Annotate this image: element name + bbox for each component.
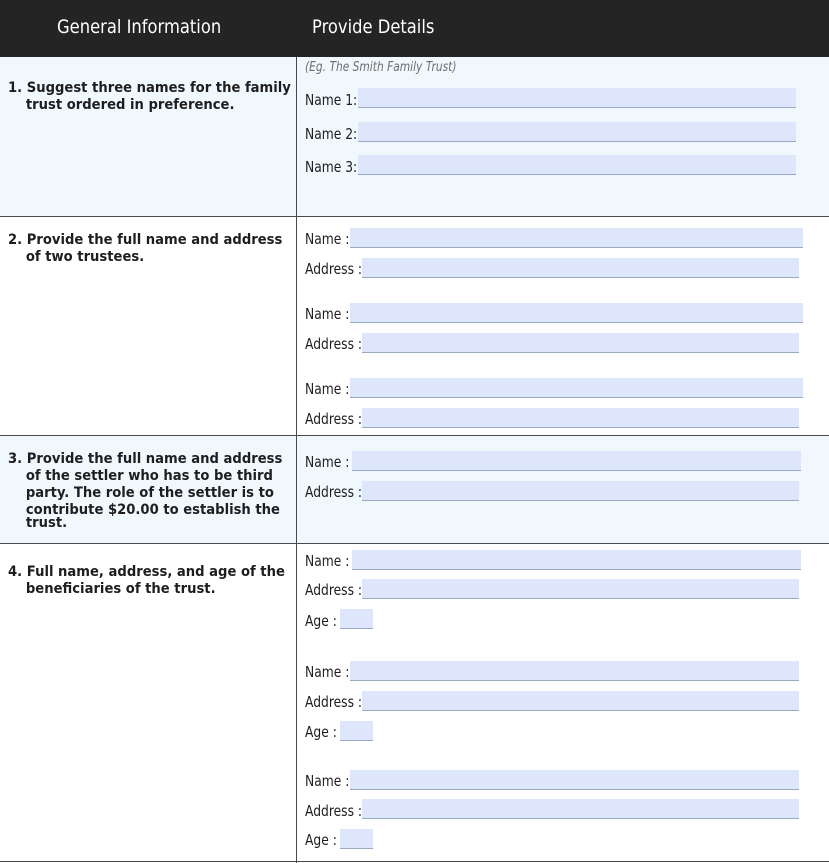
question-text: trust ordered in preference. [25, 97, 235, 113]
question-text: Full name, address, and age of the [26, 564, 285, 580]
trustee-1-address-field[interactable] [362, 258, 799, 278]
trustee-3-name-field[interactable] [350, 378, 803, 398]
beneficiary-1-age-field[interactable] [340, 609, 373, 629]
name-2-label: Name 2: [305, 125, 358, 143]
beneficiary-address-label: Address : [305, 693, 363, 711]
trustee-name-label: Name : [305, 305, 350, 323]
beneficiary-name-label: Name : [305, 552, 350, 570]
column-divider [296, 57, 297, 863]
question-text: trust. [25, 515, 68, 531]
question-text: beneficiaries of the trust. [25, 581, 216, 597]
beneficiary-2-age-field[interactable] [340, 721, 373, 741]
question-text: Provide the full name and address [26, 232, 283, 248]
settler-name-label: Name : [305, 453, 350, 471]
question-text: of the settler who has to be third [25, 468, 273, 484]
beneficiary-3-address-field[interactable] [362, 799, 799, 819]
settler-address-field[interactable] [362, 481, 799, 501]
beneficiary-1-address-field[interactable] [362, 579, 799, 599]
provide-details-heading: Provide Details [312, 16, 435, 38]
name-2-field[interactable] [358, 122, 796, 142]
trustee-2-address-field[interactable] [362, 333, 799, 353]
question-2 [8, 232, 282, 266]
beneficiary-address-label: Address : [305, 802, 363, 820]
beneficiary-3-name-field[interactable] [350, 770, 799, 790]
question-text: party. The role of the settler is to [25, 485, 274, 501]
beneficiary-2-address-field[interactable] [362, 691, 799, 711]
question-4 [8, 564, 285, 598]
beneficiary-2-name-field[interactable] [350, 661, 799, 681]
row-divider [0, 216, 829, 217]
beneficiary-3-age-field[interactable] [340, 829, 373, 849]
beneficiary-age-label: Age : [305, 723, 337, 741]
question-number: 2. [8, 232, 23, 248]
trustee-address-label: Address : [305, 260, 363, 278]
trustee-1-name-field[interactable] [350, 228, 803, 248]
row-divider [0, 861, 829, 862]
question-number: 4. [8, 564, 23, 580]
question-text: Suggest three names for the family [26, 80, 291, 96]
question-3 [8, 451, 282, 532]
settler-name-field[interactable] [352, 451, 801, 471]
row-divider [0, 435, 829, 436]
trustee-3-address-field[interactable] [362, 408, 799, 428]
beneficiary-name-label: Name : [305, 772, 350, 790]
trustee-name-label: Name : [305, 380, 350, 398]
trustee-2-name-field[interactable] [350, 303, 803, 323]
beneficiary-age-label: Age : [305, 612, 337, 630]
example-hint: (Eg. The Smith Family Trust) [305, 60, 457, 75]
beneficiary-1-name-field[interactable] [352, 550, 801, 570]
beneficiary-age-label: Age : [305, 831, 337, 849]
trustee-address-label: Address : [305, 410, 363, 428]
beneficiary-name-label: Name : [305, 663, 350, 681]
question-number: 3. [8, 451, 23, 467]
question-text: contribute $20.00 to establish the [25, 502, 280, 518]
question-number: 1. [8, 80, 23, 96]
question-1 [8, 80, 291, 114]
table-header [0, 0, 829, 57]
trustee-address-label: Address : [305, 335, 363, 353]
trustee-name-label: Name : [305, 230, 350, 248]
name-1-field[interactable] [358, 88, 796, 108]
question-text: of two trustees. [25, 249, 145, 265]
name-3-label: Name 3: [305, 158, 358, 176]
name-3-field[interactable] [358, 155, 796, 175]
row-divider [0, 543, 829, 544]
general-information-heading: General Information [57, 16, 222, 38]
beneficiary-address-label: Address : [305, 581, 363, 599]
question-text: Provide the full name and address [26, 451, 283, 467]
settler-address-label: Address : [305, 483, 363, 501]
name-1-label: Name 1: [305, 91, 358, 109]
